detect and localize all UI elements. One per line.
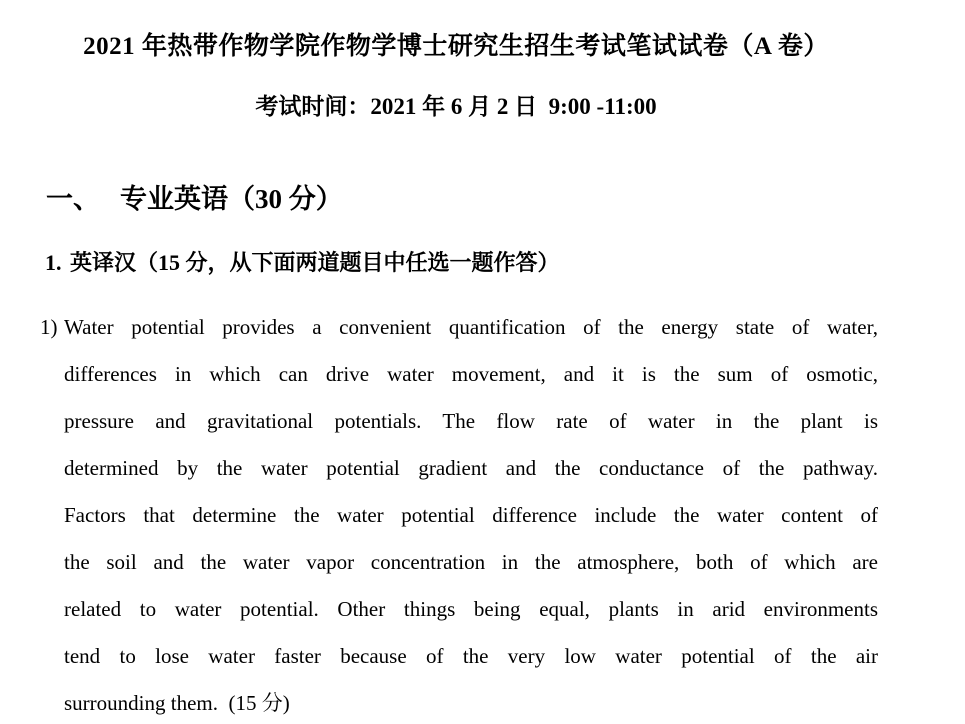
passage-line: differences in which can drive water movement, and it is the sum of osmotic, [64,362,878,386]
section-number: 一、 [46,184,100,214]
section-heading [46,177,343,216]
passage-line: the soil and the water vapor concentration in the atmosphere, both of which are [64,550,878,574]
passage-line: determined by the water potential gradient and the conductance of the pathway. [64,456,878,480]
question-heading [45,246,560,277]
document-title: 2021 年热带作物学院作物学博士研究生招生考试笔试试卷（A 卷） [83,33,829,60]
passage-line: surrounding them. (15 分) [64,691,290,715]
passage-line: pressure and gravitational potentials. The flow rate of water in the plant is [64,409,878,433]
passage-line: Factors that determine the water potential difference include the water content of [64,503,878,527]
question-number: 1. [45,250,62,275]
question-title: 英译汉（15 分，从下面两道题目中任选一题作答） [70,250,560,275]
section-title: 专业英语（30 分） [120,184,343,214]
exam-time-line: 考试时间：2021 年 6 月 2 日 9:00 -11:00 [255,94,657,119]
passage-line: related to water potential. Other things being equal, plants in arid environments [64,597,878,621]
passage-item-1 [40,304,878,724]
passage-line: Water potential provides a convenient quantification of the energy state of water, [64,315,878,339]
passage-line: tend to lose water faster because of the very low water potential of the air [64,644,878,668]
passage-text [64,304,878,724]
passage-marker: 1) [40,315,58,339]
